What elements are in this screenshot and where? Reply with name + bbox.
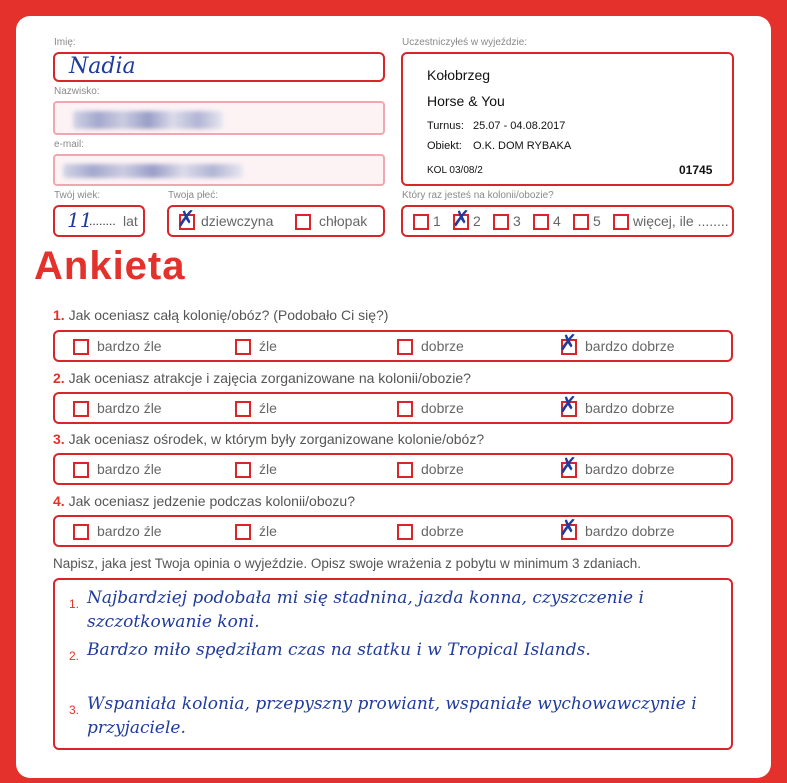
question-2-number: 2.: [53, 370, 65, 386]
trip-turnus-value: 25.07 - 04.08.2017: [473, 120, 566, 132]
question-4-answers: [53, 515, 733, 547]
q2-check-mark: ✗: [559, 393, 578, 418]
q3-checkbox-bad[interactable]: [235, 462, 251, 478]
times-checkbox-4[interactable]: [533, 214, 549, 230]
email-label: e-mail:: [54, 139, 85, 150]
q2-checkbox-bad[interactable]: [235, 401, 251, 417]
question-4-text: Jak oceniasz jedzenie podczas kolonii/obozu?: [68, 493, 355, 509]
age-value: 11: [67, 208, 93, 232]
opinion-line-3: Wspaniała kolonia, przepyszny prowiant, wspaniałe wychowawczynie i przyjaciele.: [87, 694, 697, 738]
question-2: [53, 370, 471, 386]
question-3-text: Jak oceniasz ośrodek, w którym były zorganizowane kolonie/obóz?: [68, 431, 485, 447]
times-label: Który raz jesteś na kolonii/obozie?: [402, 190, 554, 201]
age-label: Twój wiek:: [54, 190, 101, 201]
q4-checkbox-bad[interactable]: [235, 524, 251, 540]
q2-option-very-bad: bardzo źle: [97, 400, 162, 416]
q3-checkbox-very-bad[interactable]: [73, 462, 89, 478]
q1-checkbox-bad[interactable]: [235, 339, 251, 355]
gender-field: [167, 205, 385, 237]
gender-label: Twoja płeć:: [168, 190, 219, 201]
q4-option-bad: źle: [259, 523, 277, 539]
trip-label: Uczestniczyłeś w wyjeździe:: [402, 37, 528, 48]
q2-option-very-good: bardzo dobrze: [585, 400, 675, 416]
q1-option-very-bad: bardzo źle: [97, 338, 162, 354]
q2-checkbox-very-bad[interactable]: [73, 401, 89, 417]
q3-option-very-bad: bardzo źle: [97, 461, 162, 477]
survey-title: Ankieta: [34, 244, 186, 288]
question-1-answers: [53, 330, 733, 362]
q1-option-good: dobrze: [421, 338, 464, 354]
gender-option-girl: dziewczyna: [201, 213, 274, 229]
q1-option-bad: źle: [259, 338, 277, 354]
q1-checkbox-very-bad[interactable]: [73, 339, 89, 355]
q4-option-good: dobrze: [421, 523, 464, 539]
trip-obiekt-value: O.K. DOM RYBAKA: [473, 140, 572, 152]
times-option-4: 4: [553, 213, 561, 229]
times-option-more: więcej, ile ........: [633, 213, 729, 229]
email-field[interactable]: [53, 154, 385, 186]
age-field[interactable]: [53, 205, 145, 237]
q2-option-good: dobrze: [421, 400, 464, 416]
q4-checkbox-good[interactable]: [397, 524, 413, 540]
trip-city: Kołobrzeg: [427, 67, 491, 83]
name-field[interactable]: [53, 52, 385, 82]
gender-check-mark: ✗: [177, 207, 196, 232]
q3-option-bad: źle: [259, 461, 277, 477]
opinion-line-2: Bardzo miło spędziłam czas na statku i w Tropical Islands.: [87, 640, 591, 660]
q3-check-mark: ✗: [559, 454, 578, 479]
name-label: Imię:: [54, 37, 76, 48]
gender-option-boy: chłopak: [319, 213, 368, 229]
opinion-prompt: Napisz, jaka jest Twoja opinia o wyjeździe. Opisz swoje wrażenia z pobytu w minimum 3 zdaniach.: [53, 556, 642, 571]
question-1: [53, 307, 388, 323]
name-value: Nadia: [69, 54, 136, 79]
gender-checkbox-boy[interactable]: [295, 214, 311, 230]
question-2-answers: [53, 392, 733, 424]
age-unit: lat: [123, 213, 138, 229]
opinion-line-3-number: 3.: [69, 703, 80, 717]
times-option-1: 1: [433, 213, 441, 229]
trip-obiekt-label: Obiekt:: [427, 140, 462, 152]
trip-program: Horse & You: [427, 93, 505, 109]
q4-checkbox-very-bad[interactable]: [73, 524, 89, 540]
question-1-text: Jak oceniasz całą kolonię/obóz? (Podobało Ci się?): [68, 307, 389, 323]
q1-option-very-good: bardzo dobrze: [585, 338, 675, 354]
question-1-number: 1.: [53, 307, 65, 323]
question-3-number: 3.: [53, 431, 65, 447]
opinion-line-1-number: 1.: [69, 597, 80, 611]
question-2-text: Jak oceniasz atrakcje i zajęcia zorganizowane na kolonii/obozie?: [68, 370, 471, 386]
times-checkbox-5[interactable]: [573, 214, 589, 230]
times-option-3: 3: [513, 213, 521, 229]
times-check-mark: ✗: [452, 207, 471, 232]
q4-option-very-good: bardzo dobrze: [585, 523, 675, 539]
question-3: [53, 431, 484, 447]
times-option-2: 2: [473, 213, 481, 229]
opinion-box[interactable]: [53, 578, 733, 750]
trip-turnus-label: Turnus:: [427, 120, 464, 132]
q3-option-good: dobrze: [421, 461, 464, 477]
q1-checkbox-good[interactable]: [397, 339, 413, 355]
q4-option-very-bad: bardzo źle: [97, 523, 162, 539]
age-dots: ........: [89, 214, 116, 228]
q2-checkbox-good[interactable]: [397, 401, 413, 417]
question-3-answers: [53, 453, 733, 485]
question-4-number: 4.: [53, 493, 65, 509]
q3-checkbox-good[interactable]: [397, 462, 413, 478]
surname-redacted: [73, 111, 223, 129]
times-field: [401, 205, 734, 237]
surname-label: Nazwisko:: [54, 86, 100, 97]
trip-info-box: [401, 52, 734, 186]
opinion-line-1: Najbardziej podobała mi się stadnina, jazda konna, czyszczenie i szczotkowanie koni.: [87, 588, 644, 632]
trip-code: KOL 03/08/2: [427, 165, 483, 176]
times-checkbox-more[interactable]: [613, 214, 629, 230]
question-4: [53, 493, 355, 509]
q4-check-mark: ✗: [559, 516, 578, 541]
q3-option-very-good: bardzo dobrze: [585, 461, 675, 477]
trip-number: 01745: [679, 163, 713, 177]
times-checkbox-3[interactable]: [493, 214, 509, 230]
times-checkbox-1[interactable]: [413, 214, 429, 230]
email-redacted: [63, 164, 243, 178]
q1-check-mark: ✗: [559, 331, 578, 356]
q2-option-bad: źle: [259, 400, 277, 416]
opinion-line-2-number: 2.: [69, 649, 80, 663]
surname-field[interactable]: [53, 101, 385, 135]
times-option-5: 5: [593, 213, 601, 229]
